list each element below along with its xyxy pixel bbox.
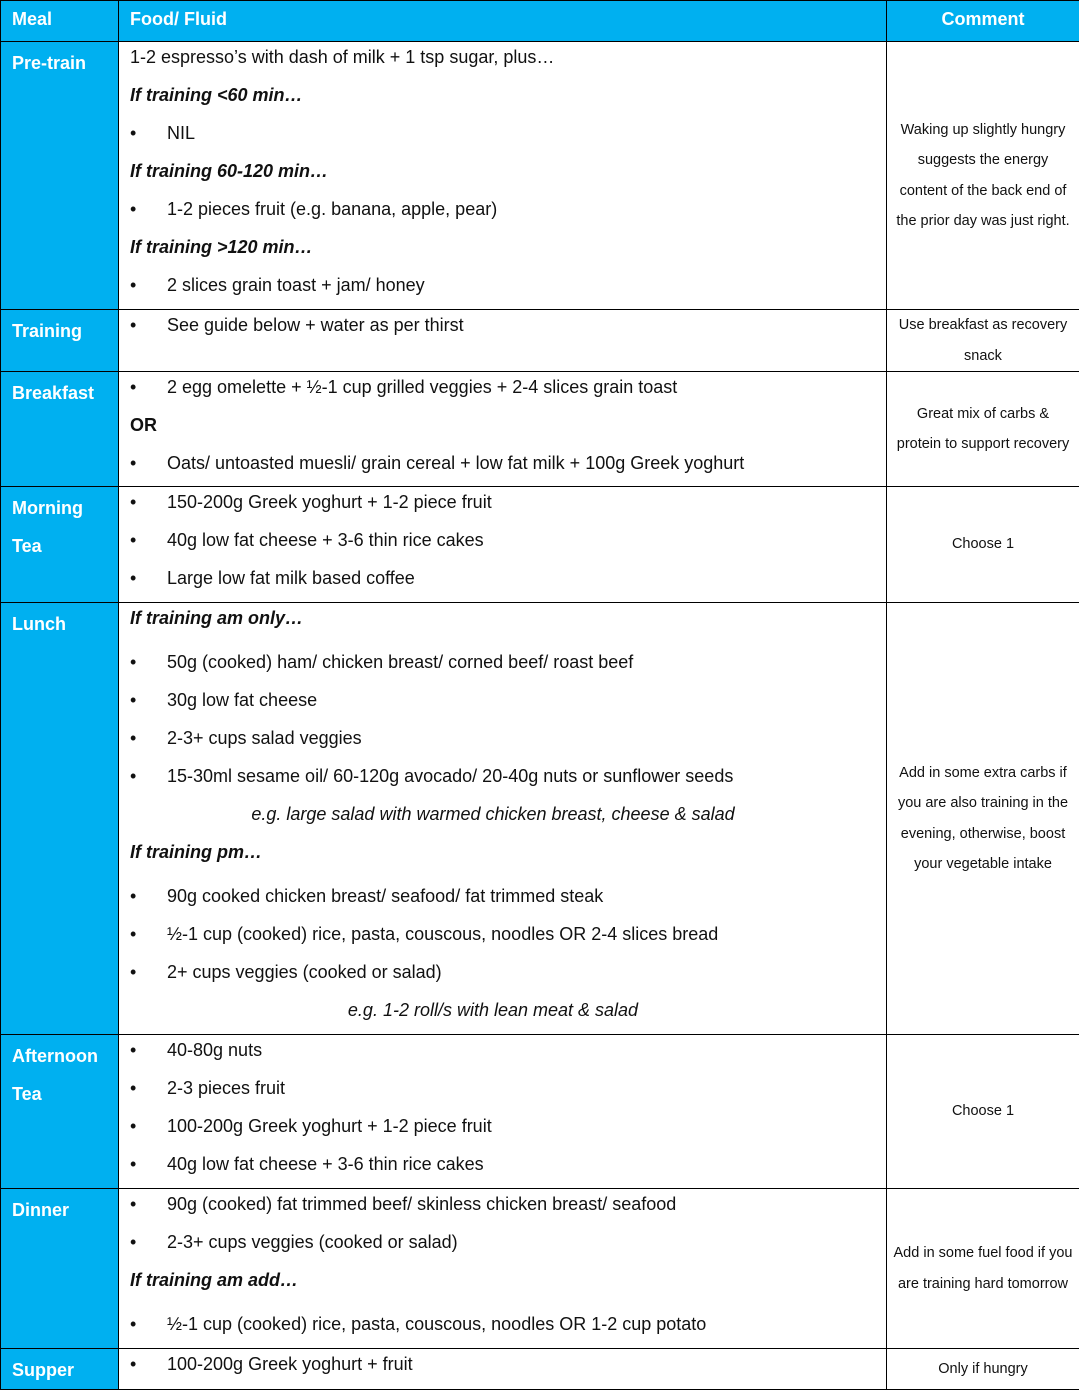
- list-item-text: ½-1 cup (cooked) rice, pasta, couscous, noodles OR 2-4 slices bread: [167, 924, 719, 944]
- header-row: [1, 1, 1079, 42]
- food-text: 1-2 espresso’s with dash of milk + 1 tsp sugar, plus…: [130, 47, 555, 67]
- table-row: [1, 1189, 1079, 1349]
- list-item-text: 15-30ml sesame oil/ 60-120g avocado/ 20-40g nuts or sunflower seeds: [167, 766, 734, 786]
- condition-heading: If training <60 min…: [130, 85, 303, 105]
- list-item-text: 2 egg omelette + ½-1 cup grilled veggies + 2-4 slices grain toast: [167, 377, 678, 397]
- table-row: [1, 487, 1079, 603]
- food-cell: [119, 603, 887, 1035]
- condition-heading: If training 60-120 min…: [130, 161, 329, 181]
- list-item: [130, 310, 886, 348]
- header-food: Food/ Fluid: [119, 1, 887, 42]
- bullet-icon: •: [130, 1354, 137, 1374]
- comment-cell: Great mix of carbs & protein to support recovery: [887, 372, 1079, 487]
- bullet-icon: •: [130, 1232, 137, 1252]
- food-cell: [119, 1349, 887, 1390]
- list-item-text: 2+ cups veggies (cooked or salad): [167, 962, 442, 982]
- bullet-icon: •: [130, 1116, 137, 1136]
- condition-heading: If training pm…: [130, 842, 262, 862]
- list-item-text: 2-3+ cups salad veggies: [167, 728, 362, 748]
- comment-cell: Add in some fuel food if you are training hard tomorrow: [887, 1189, 1079, 1349]
- list-item: [130, 487, 886, 525]
- food-cell: [119, 42, 887, 310]
- meal-label: Lunch: [12, 614, 66, 634]
- list-item: [130, 1111, 886, 1149]
- list-item-text: 40-80g nuts: [167, 1040, 263, 1060]
- list-item: [130, 118, 886, 156]
- table-row: [1, 1349, 1079, 1390]
- comment-cell: Choose 1: [887, 1035, 1079, 1189]
- comment-cell: Use breakfast as recovery snack: [887, 310, 1079, 372]
- bullet-icon: •: [130, 652, 137, 672]
- list-item: [130, 919, 886, 957]
- bullet-icon: •: [130, 962, 137, 982]
- example-text: e.g. 1-2 roll/s with lean meat & salad: [347, 1000, 639, 1020]
- bullet-icon: •: [130, 123, 137, 143]
- list-item: [130, 1149, 886, 1187]
- condition-heading: If training am add…: [130, 1270, 299, 1290]
- meal-label: Pre-train: [12, 53, 87, 73]
- list-item: [130, 1073, 886, 1111]
- meal-label: Breakfast: [12, 383, 95, 403]
- bullet-icon: •: [130, 1314, 137, 1334]
- bullet-icon: •: [130, 315, 137, 335]
- header-comment: Comment: [887, 1, 1079, 42]
- list-item: [130, 647, 886, 685]
- list-item-text: ½-1 cup (cooked) rice, pasta, couscous, noodles OR 1-2 cup potato: [167, 1314, 707, 1334]
- meal-cell: [1, 603, 119, 1035]
- list-item-text: See guide below + water as per thirst: [167, 315, 464, 335]
- meal-label: Supper: [12, 1360, 75, 1380]
- meal-cell: [1, 487, 119, 603]
- comment-cell: Only if hungry: [887, 1349, 1079, 1390]
- condition-heading: If training >120 min…: [130, 237, 313, 257]
- food-cell: [119, 372, 887, 487]
- list-item-text: 2-3+ cups veggies (cooked or salad): [167, 1232, 458, 1252]
- bullet-icon: •: [130, 728, 137, 748]
- table-row: [1, 42, 1079, 310]
- list-item: [130, 448, 886, 486]
- list-item: [130, 194, 886, 232]
- or-separator: OR: [130, 415, 157, 435]
- list-item-text: Large low fat milk based coffee: [167, 568, 415, 588]
- table-row: [1, 603, 1079, 1035]
- list-item: [130, 761, 886, 799]
- meal-cell: [1, 372, 119, 487]
- comment-cell: Choose 1: [887, 487, 1079, 603]
- meal-cell: [1, 42, 119, 310]
- comment-cell: Waking up slightly hungry suggests the energy content of the back end of the prior day was just right.: [887, 42, 1079, 310]
- list-item-text: 150-200g Greek yoghurt + 1-2 piece fruit: [167, 492, 492, 512]
- meal-cell: [1, 1349, 119, 1390]
- bullet-icon: •: [130, 1040, 137, 1060]
- bullet-icon: •: [130, 1194, 137, 1214]
- list-item: [130, 685, 886, 723]
- list-item-text: 40g low fat cheese + 3-6 thin rice cakes: [167, 1154, 484, 1174]
- meal-label: Tea: [12, 1084, 42, 1104]
- list-item-text: 1-2 pieces fruit (e.g. banana, apple, pear): [167, 199, 498, 219]
- meal-cell: [1, 1189, 119, 1349]
- bullet-icon: •: [130, 568, 137, 588]
- list-item-text: 40g low fat cheese + 3-6 thin rice cakes: [167, 530, 484, 550]
- table-body: [1, 42, 1079, 1390]
- bullet-icon: •: [130, 453, 137, 473]
- list-item-text: 2 slices grain toast + jam/ honey: [167, 275, 425, 295]
- bullet-icon: •: [130, 886, 137, 906]
- bullet-icon: •: [130, 199, 137, 219]
- food-cell: [119, 487, 887, 603]
- bullet-icon: •: [130, 1154, 137, 1174]
- bullet-icon: •: [130, 377, 137, 397]
- meal-label: Morning: [12, 498, 83, 518]
- meal-label: Training: [12, 321, 83, 341]
- condition-heading: If training am only…: [130, 608, 304, 628]
- list-item-text: 100-200g Greek yoghurt + fruit: [167, 1354, 413, 1374]
- meal-label: Afternoon: [12, 1046, 98, 1066]
- list-item-text: 50g (cooked) ham/ chicken breast/ corned beef/ roast beef: [167, 652, 634, 672]
- list-item-text: Oats/ untoasted muesli/ grain cereal + low fat milk + 100g Greek yoghurt: [167, 453, 745, 473]
- list-item: [130, 881, 886, 919]
- list-item: [130, 1227, 886, 1265]
- list-item-text: 90g (cooked) fat trimmed beef/ skinless chicken breast/ seafood: [167, 1194, 677, 1214]
- table-row: [1, 1035, 1079, 1189]
- list-item: [130, 1309, 886, 1347]
- meal-cell: [1, 1035, 119, 1189]
- list-item-text: 100-200g Greek yoghurt + 1-2 piece fruit: [167, 1116, 492, 1136]
- bullet-icon: •: [130, 924, 137, 944]
- food-cell: [119, 310, 887, 372]
- list-item: [130, 1189, 886, 1227]
- bullet-icon: •: [130, 1078, 137, 1098]
- list-item-text: 90g cooked chicken breast/ seafood/ fat trimmed steak: [167, 886, 604, 906]
- list-item: [130, 372, 886, 410]
- list-item-text: NIL: [167, 123, 196, 143]
- bullet-icon: •: [130, 690, 137, 710]
- example-text: e.g. large salad with warmed chicken breast, cheese & salad: [251, 804, 735, 824]
- bullet-icon: •: [130, 275, 137, 295]
- list-item: [130, 1035, 886, 1073]
- list-item-text: 30g low fat cheese: [167, 690, 318, 710]
- list-item: [130, 723, 886, 761]
- bullet-icon: •: [130, 492, 137, 512]
- meal-label: Dinner: [12, 1200, 70, 1220]
- list-item: [130, 1349, 886, 1387]
- bullet-icon: •: [130, 530, 137, 550]
- bullet-icon: •: [130, 766, 137, 786]
- meal-cell: [1, 310, 119, 372]
- list-item: [130, 957, 886, 995]
- food-cell: [119, 1189, 887, 1349]
- table-row: [1, 372, 1079, 487]
- table-row: [1, 310, 1079, 372]
- header-meal: Meal: [1, 1, 119, 42]
- list-item: [130, 563, 886, 601]
- meal-label: Tea: [12, 536, 42, 556]
- comment-cell: Add in some extra carbs if you are also training in the evening, otherwise, boost your vegetable intake: [887, 603, 1079, 1035]
- list-item: [130, 270, 886, 308]
- list-item: [130, 525, 886, 563]
- food-cell: [119, 1035, 887, 1189]
- list-item-text: 2-3 pieces fruit: [167, 1078, 286, 1098]
